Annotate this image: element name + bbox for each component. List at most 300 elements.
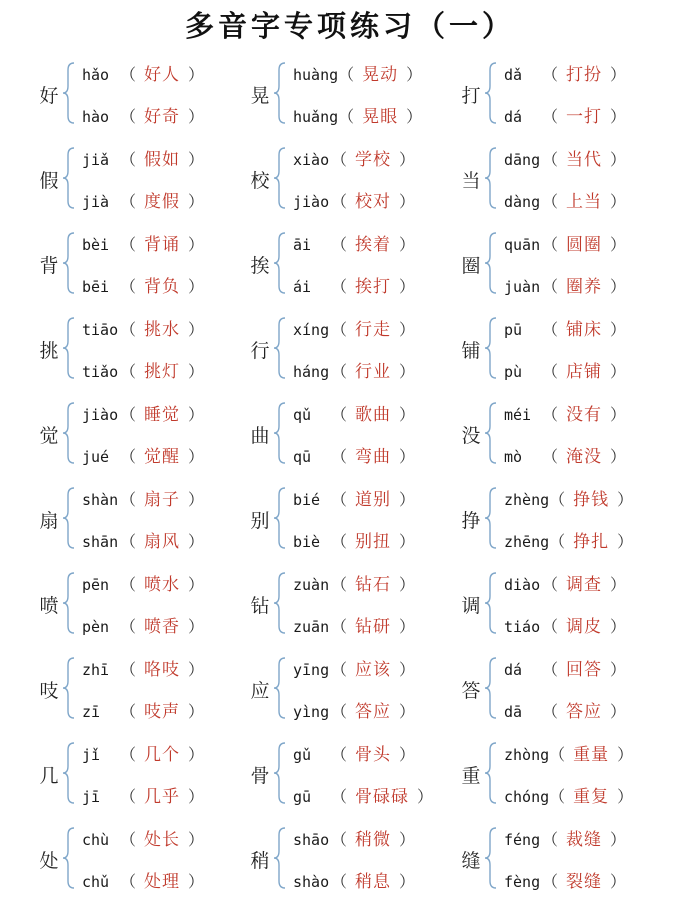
brace-icon [273, 657, 287, 719]
close-paren: ） [188, 277, 205, 296]
reading-entry [82, 442, 204, 466]
page-title: 多音字专项练习（一） [184, 9, 515, 43]
example-word: 别扭 [355, 532, 392, 552]
example-word: 稍微 [355, 830, 392, 850]
example-word: 调查 [566, 575, 603, 595]
close-paren: ） [610, 192, 627, 211]
close-paren: ） [188, 532, 205, 551]
pinyin-label: pèn [82, 618, 110, 636]
reading-entry [504, 655, 626, 679]
open-paren: （ [542, 575, 559, 594]
pinyin-label: chǔ [82, 873, 110, 891]
example-word: 假如 [144, 150, 181, 170]
close-paren: ） [417, 787, 434, 806]
close-paren: ） [399, 745, 416, 764]
open-paren: （ [542, 872, 559, 891]
example-word: 稍息 [355, 872, 392, 892]
example-word: 行走 [355, 320, 392, 340]
brace-icon [484, 487, 498, 549]
open-paren: （ [542, 405, 559, 424]
close-paren: ） [610, 660, 627, 679]
reading-entry [82, 782, 204, 806]
reading-entry [293, 357, 415, 381]
pinyin-label: juàn [504, 278, 541, 296]
close-paren: ） [399, 235, 416, 254]
example-word: 处理 [144, 872, 181, 892]
open-paren: （ [542, 192, 559, 211]
reading-entry [82, 272, 204, 296]
reading-entry [293, 655, 415, 679]
polyphone-group [247, 392, 457, 477]
pinyin-label: bèi [82, 236, 110, 254]
example-word: 行业 [355, 362, 392, 382]
open-paren: （ [331, 192, 348, 211]
pinyin-label: bēi [82, 278, 110, 296]
polyphone-char: 答 [461, 680, 481, 702]
brace-icon [273, 402, 287, 464]
reading-entry [504, 60, 626, 84]
open-paren: （ [542, 447, 559, 466]
polyphone-char: 觉 [39, 425, 59, 447]
open-paren: （ [338, 65, 355, 84]
pinyin-label: jiào [82, 406, 119, 424]
brace-icon [484, 402, 498, 464]
open-paren: （ [331, 702, 348, 721]
polyphone-group [458, 52, 668, 137]
close-paren: ） [188, 107, 205, 126]
close-paren: ） [610, 150, 627, 169]
polyphone-char: 钻 [250, 595, 270, 617]
pinyin-label: féng [504, 831, 541, 849]
pinyin-label: dàng [504, 193, 541, 211]
grid-row [0, 137, 700, 222]
reading-entry [504, 570, 626, 594]
pinyin-label: jī [82, 788, 101, 806]
polyphone-group [36, 137, 246, 222]
example-word: 睡觉 [144, 405, 181, 425]
example-word: 上当 [566, 192, 603, 212]
open-paren: （ [542, 362, 559, 381]
example-word: 打扮 [566, 65, 603, 85]
brace-icon [484, 742, 498, 804]
brace-icon [273, 147, 287, 209]
reading-entry [504, 442, 626, 466]
example-word: 挨打 [355, 277, 392, 297]
open-paren: （ [331, 490, 348, 509]
open-paren: （ [542, 830, 559, 849]
polyphone-char: 挣 [461, 510, 481, 532]
polyphone-group [247, 222, 457, 307]
brace-icon [273, 572, 287, 634]
open-paren: （ [331, 830, 348, 849]
reading-entry [504, 315, 626, 339]
reading-entry [504, 825, 626, 849]
pinyin-label: hào [82, 108, 110, 126]
reading-entry [82, 697, 204, 721]
reading-entry [293, 740, 415, 764]
polyphone-group [247, 307, 457, 392]
reading-entry [504, 485, 633, 509]
open-paren: （ [331, 532, 348, 551]
reading-entry [82, 527, 204, 551]
reading-entry [82, 867, 204, 891]
close-paren: ） [399, 277, 416, 296]
open-paren: （ [331, 660, 348, 679]
polyphone-char: 扇 [39, 510, 59, 532]
polyphone-char: 校 [250, 170, 270, 192]
polyphone-char: 圈 [461, 255, 481, 277]
brace-icon [484, 317, 498, 379]
pinyin-label: mò [504, 448, 523, 466]
brace-icon [273, 232, 287, 294]
open-paren: （ [120, 617, 137, 636]
reading-entry [82, 102, 204, 126]
polyphone-group [36, 222, 246, 307]
polyphone-char: 几 [39, 765, 59, 787]
reading-entry [504, 187, 626, 211]
example-word: 调皮 [566, 617, 603, 637]
reading-entry [82, 400, 204, 424]
close-paren: ） [188, 660, 205, 679]
grid-row [0, 392, 700, 477]
pinyin-label: quān [504, 236, 541, 254]
polyphone-group [247, 52, 457, 137]
example-word: 钻研 [355, 617, 392, 637]
polyphone-char: 喷 [39, 595, 59, 617]
open-paren: （ [549, 490, 566, 509]
polyphone-group [458, 477, 668, 562]
open-paren: （ [120, 702, 137, 721]
polyphone-group [247, 562, 457, 647]
reading-entry [504, 102, 626, 126]
open-paren: （ [542, 320, 559, 339]
close-paren: ） [188, 575, 205, 594]
example-word: 骨碌碌 [355, 787, 410, 807]
open-paren: （ [331, 235, 348, 254]
pinyin-label: bié [293, 491, 321, 509]
example-word: 道别 [355, 490, 392, 510]
reading-entry [293, 187, 415, 211]
polyphone-char: 晃 [250, 85, 270, 107]
close-paren: ） [188, 447, 205, 466]
grid-row [0, 307, 700, 392]
brace-icon [273, 827, 287, 889]
pinyin-label: huǎng [293, 108, 339, 126]
reading-entry [504, 400, 626, 424]
pinyin-label: āi [293, 236, 312, 254]
example-word: 圆圈 [566, 235, 603, 255]
pinyin-label: huàng [293, 66, 339, 84]
pinyin-label: xiào [293, 151, 330, 169]
close-paren: ） [188, 830, 205, 849]
close-paren: ） [188, 787, 205, 806]
example-word: 淹没 [566, 447, 603, 467]
example-word: 圈养 [566, 277, 603, 297]
polyphone-group [458, 732, 668, 817]
open-paren: （ [331, 447, 348, 466]
example-word: 裂缝 [566, 872, 603, 892]
reading-entry [82, 145, 204, 169]
brace-icon [273, 487, 287, 549]
open-paren: （ [120, 235, 137, 254]
polyphone-char: 没 [461, 425, 481, 447]
close-paren: ） [610, 872, 627, 891]
brace-icon [62, 657, 76, 719]
example-word: 晃眼 [362, 107, 399, 127]
polyphone-char: 应 [250, 680, 270, 702]
reading-entry [82, 230, 204, 254]
reading-entry [293, 612, 415, 636]
brace-icon [484, 827, 498, 889]
pinyin-label: qǔ [293, 406, 312, 424]
grid-row [0, 647, 700, 732]
open-paren: （ [338, 107, 355, 126]
example-word: 钻石 [355, 575, 392, 595]
example-word: 挣钱 [573, 490, 610, 510]
pinyin-label: gū [293, 788, 312, 806]
close-paren: ） [399, 405, 416, 424]
pinyin-label: jǐ [82, 746, 101, 764]
polyphone-group [458, 562, 668, 647]
polyphone-char: 假 [39, 170, 59, 192]
reading-entry [293, 527, 415, 551]
reading-entry [293, 697, 415, 721]
close-paren: ） [188, 405, 205, 424]
reading-entry [504, 867, 626, 891]
close-paren: ） [610, 830, 627, 849]
pinyin-label: méi [504, 406, 532, 424]
close-paren: ） [188, 235, 205, 254]
close-paren: ） [610, 702, 627, 721]
open-paren: （ [549, 532, 566, 551]
close-paren: ） [399, 872, 416, 891]
grid-row [0, 477, 700, 562]
grid-row [0, 222, 700, 307]
polyphone-group [247, 647, 457, 732]
reading-entry [82, 187, 204, 211]
polyphone-group [36, 477, 246, 562]
pinyin-label: ái [293, 278, 312, 296]
pinyin-label: zuān [293, 618, 330, 636]
pinyin-label: qū [293, 448, 312, 466]
reading-entry [82, 60, 204, 84]
pinyin-label: zī [82, 703, 101, 721]
pinyin-label: zhī [82, 661, 110, 679]
example-word: 觉醒 [144, 447, 181, 467]
open-paren: （ [120, 787, 137, 806]
open-paren: （ [120, 405, 137, 424]
open-paren: （ [120, 107, 137, 126]
example-word: 喷水 [144, 575, 181, 595]
close-paren: ） [399, 575, 416, 594]
brace-icon [62, 232, 76, 294]
close-paren: ） [399, 617, 416, 636]
reading-entry [504, 612, 626, 636]
brace-icon [484, 657, 498, 719]
pinyin-label: tiǎo [82, 363, 119, 381]
pinyin-label: xíng [293, 321, 330, 339]
open-paren: （ [120, 872, 137, 891]
example-word: 喷香 [144, 617, 181, 637]
close-paren: ） [188, 320, 205, 339]
reading-entry [293, 272, 415, 296]
grid-row [0, 732, 700, 817]
brace-icon [62, 317, 76, 379]
brace-icon [62, 487, 76, 549]
pinyin-label: dá [504, 661, 523, 679]
example-word: 裁缝 [566, 830, 603, 850]
open-paren: （ [542, 150, 559, 169]
brace-icon [62, 62, 76, 124]
pinyin-label: zhòng [504, 746, 550, 764]
reading-entry [82, 315, 204, 339]
polyphone-group [247, 732, 457, 817]
brace-icon [62, 572, 76, 634]
reading-entry [293, 570, 415, 594]
open-paren: （ [331, 362, 348, 381]
close-paren: ） [399, 150, 416, 169]
close-paren: ） [610, 405, 627, 424]
example-word: 没有 [566, 405, 603, 425]
example-word: 吱声 [144, 702, 181, 722]
close-paren: ） [399, 830, 416, 849]
reading-entry [82, 740, 204, 764]
pinyin-label: pēn [82, 576, 110, 594]
polyphone-group [36, 562, 246, 647]
pinyin-label: chù [82, 831, 110, 849]
open-paren: （ [120, 277, 137, 296]
reading-entry [504, 782, 633, 806]
pinyin-label: zhēng [504, 533, 550, 551]
close-paren: ） [617, 787, 634, 806]
close-paren: ） [610, 107, 627, 126]
pinyin-label: shào [293, 873, 330, 891]
example-word: 好奇 [144, 107, 181, 127]
pinyin-label: diào [504, 576, 541, 594]
open-paren: （ [120, 447, 137, 466]
pinyin-label: jiào [293, 193, 330, 211]
close-paren: ） [399, 490, 416, 509]
open-paren: （ [542, 235, 559, 254]
reading-entry [293, 315, 415, 339]
close-paren: ） [610, 235, 627, 254]
close-paren: ） [610, 320, 627, 339]
close-paren: ） [188, 617, 205, 636]
grid-row [0, 52, 700, 137]
reading-entry [82, 825, 204, 849]
example-word: 重复 [573, 787, 610, 807]
example-word: 回答 [566, 660, 603, 680]
open-paren: （ [331, 617, 348, 636]
example-word: 几乎 [144, 787, 181, 807]
example-word: 咯吱 [144, 660, 181, 680]
close-paren: ） [399, 447, 416, 466]
reading-entry [504, 527, 633, 551]
example-word: 铺床 [566, 320, 603, 340]
open-paren: （ [331, 150, 348, 169]
example-word: 答应 [566, 702, 603, 722]
pinyin-label: pù [504, 363, 523, 381]
open-paren: （ [120, 65, 137, 84]
open-paren: （ [120, 660, 137, 679]
open-paren: （ [331, 787, 348, 806]
open-paren: （ [549, 745, 566, 764]
polyphone-char: 重 [461, 765, 481, 787]
brace-icon [484, 572, 498, 634]
polyphone-group [36, 817, 246, 902]
open-paren: （ [120, 320, 137, 339]
reading-entry [293, 400, 415, 424]
example-word: 挣扎 [573, 532, 610, 552]
example-word: 扇子 [144, 490, 181, 510]
brace-icon [273, 742, 287, 804]
close-paren: ） [188, 65, 205, 84]
example-word: 校对 [355, 192, 392, 212]
close-paren: ） [406, 65, 423, 84]
open-paren: （ [331, 405, 348, 424]
brace-icon [484, 62, 498, 124]
example-word: 背诵 [144, 235, 181, 255]
reading-entry [293, 230, 415, 254]
reading-entry [293, 60, 422, 84]
close-paren: ） [188, 150, 205, 169]
polyphone-group [458, 647, 668, 732]
polyphone-group [36, 732, 246, 817]
close-paren: ） [188, 362, 205, 381]
pinyin-label: pū [504, 321, 523, 339]
open-paren: （ [120, 830, 137, 849]
brace-icon [62, 742, 76, 804]
close-paren: ） [617, 490, 634, 509]
polyphone-char: 骨 [250, 765, 270, 787]
pinyin-label: dǎ [504, 66, 523, 84]
polyphone-group [36, 307, 246, 392]
polyphone-group [247, 137, 457, 222]
brace-icon [273, 317, 287, 379]
pinyin-label: gǔ [293, 746, 312, 764]
close-paren: ） [617, 745, 634, 764]
example-word: 几个 [144, 745, 181, 765]
polyphone-char: 挑 [39, 340, 59, 362]
pinyin-label: shāo [293, 831, 330, 849]
reading-entry [82, 485, 204, 509]
example-word: 一打 [566, 107, 603, 127]
polyphone-char: 稍 [250, 850, 270, 872]
open-paren: （ [542, 702, 559, 721]
example-word: 背负 [144, 277, 181, 297]
example-word: 处长 [144, 830, 181, 850]
close-paren: ） [188, 490, 205, 509]
pinyin-label: jiǎ [82, 151, 110, 169]
reading-entry [504, 230, 626, 254]
polyphone-char: 背 [39, 255, 59, 277]
close-paren: ） [399, 702, 416, 721]
polyphone-char: 当 [461, 170, 481, 192]
example-word: 店铺 [566, 362, 603, 382]
pinyin-label: yīng [293, 661, 330, 679]
pinyin-label: tiāo [82, 321, 119, 339]
pinyin-label: jià [82, 193, 110, 211]
brace-icon [484, 147, 498, 209]
open-paren: （ [542, 65, 559, 84]
reading-entry [82, 655, 204, 679]
close-paren: ） [399, 532, 416, 551]
polyphone-char: 行 [250, 340, 270, 362]
polyphone-group [458, 137, 668, 222]
pinyin-label: jué [82, 448, 110, 466]
close-paren: ） [188, 872, 205, 891]
brace-icon [62, 827, 76, 889]
